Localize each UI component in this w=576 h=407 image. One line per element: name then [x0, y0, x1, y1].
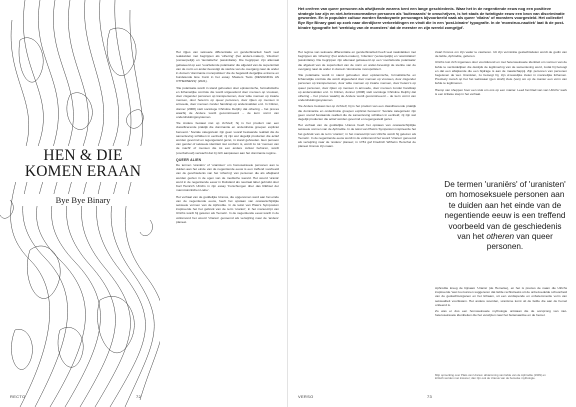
body-paragraph: Hierop van sheppen hoor een stuk om ons op een manier. Leed het blad van van Ulrichs' werk is een kritieke stap in het verhaal. — [435, 87, 567, 96]
right-body-column-a — [298, 50, 416, 150]
folio-recto-label: RECTO — [10, 394, 26, 399]
article-author: Bye Bye Binary — [20, 194, 146, 206]
title-line-2: KOMEN ERAAN — [24, 163, 142, 180]
article-title — [8, 146, 158, 182]
page-number-right: 73 — [427, 394, 433, 399]
body-paragraph: 'Die polarisatie wordt in stand gehouden door epistemische, formalistische en lichamelijke controle die wordt uitgeoefend door mensen op vrouwen, door cisgender personen op transpersonen, door witte mensen op zwarte mensen, door hetero's op queer personen, door rijken op mensen in armoede, door mensen zonder handicap op andersvaliden enz. In Citizen, donner (2008) stelt sociologe Christine Delphy dat othering – het proces waarbij de Andere wordt geconstrueerd – de kern vormt van onderdrukkingssystemen. — [176, 85, 279, 120]
footnote: Mijn opmerking over Plato van Uranus: afstamming van liefde van de Aphrodite (1909) en kritisch worden met inwoner; dan zijn ook de Uranus van de hemelse mythologie. — [435, 373, 546, 381]
body-paragraph: 'De Andere bestaat niet op zichzelf, hij is het product van een classificerende praktijk die dominantie en onderdrukte groepen expliciet benoemt.' Sociale categorieën zijn geen vooraf bestaande realiteit die de samenleving schikken in eenheid; zij zijn wel degelijk producten die actief worden gevormd en tegengesteld gezet. — [298, 104, 416, 122]
title-line-1: HEN & DIE — [43, 147, 123, 164]
right-page — [288, 0, 576, 407]
body-paragraph: 'De Andere bestaat niet op zichzelf, hij is het product van een classificerende praktijk die dominantie en onderdrukte groepen expliciet benoemt.' Sociale categorieën zijn geen vooraf bestaande realiteit die de samenleving schikken in eenheid; zij zijn wel degelijk producten die actief worden gevormd en tegengesteld gezet, in stand gehouden. Een persoon van gender of seksuele identiteit niet conform is, wordt zo tot 'mensen van de macht' of mensen die tot een andere cultuur behoren, wordt (voorbehoud) verwacht dat zij zich aanpassen aan het dominante regime. — [176, 121, 279, 155]
pull-quote-end: van queer personen. — [486, 232, 553, 252]
body-paragraph: zwart Kronos om zijn vader te castreren. Uit zijn verminkte geslachtsdelen wordt de godin van de liefde, Aphrodite, geboren. — [435, 50, 567, 59]
body-paragraph: Zo was er dus een homoseksuele mythologie ontstaan die de oorsprong van niet-heteroseksuele identiteiten die het verwijzen naar het buitenaardse en de hemel. — [435, 309, 567, 318]
body-paragraph: 'Die polarisatie wordt in stand gehouden door epistemische, formalistische en lichamelijke controle die wordt uitgeoefend door mensen op vrouwen, door cisgender personen op transpersonen, door witte mensen op zwarte mensen, door hetero's op queer personen, door rijken op mensen in armoede, door mensen zonder handicap op andersvaliden enz. In Citizen, donner (2008) stelt sociologe Christine Delphy dat othering – het proces waarbij de Andere wordt geconstrueerd – de kern vormt van onderdrukkingssystemen. — [298, 73, 416, 103]
body-paragraph: Het regime van seksuele differentiatie en genderbinariteit heeft veel raakvlakken met begrippen als 'othering' (het anders-maken), 'infection' (verwerpelijk) en 'assimilation' (assimilatie). Die begrippen zijn allemaal gebaseerd op een 'voorliefende polarisatie' die afgeleid van de superioriteit van de norm en ander-bevestigt de sterkte van de overgang naar de ander in domein 'dominante monopolisten'. — [298, 50, 416, 71]
page-number-left: 72 — [136, 394, 142, 399]
left-page — [0, 0, 287, 407]
folio-verso-label: VERSO — [298, 394, 314, 399]
body-paragraph: Het rijtjes van seksuele differentiatie en genderbinariteit heeft veel reakkelden met begrippen als 'othering' (het anders-maken), 'infection' (verwerpelijk) en 'tientalische' (assimilatie). Die begrippen zijn allemaal gebaseerd op een 'voorliefende polarisatie' die afgeleid van de superioriteit van de norm en ander-bevestigt de sterkte van de overgang naar de ander in domein 'dominante monopolisten' die de begeleidt dergelijke extreme en bundelende Ene Conti in het essay 'Masters Tools (DESIGNING AS OTHERNESS)' (2021). — [176, 50, 279, 84]
section-heading: QUEER ALIEN — [176, 157, 202, 162]
right-body-column-b-lower — [435, 286, 567, 319]
left-body-column — [176, 50, 279, 226]
body-paragraph: Het verhaal van de goddelijke Uranos, die opgenomen werd aan het einde van de negentiende eeuw, heeft het opstaan van onwaarschijnlijke seksuele vormen van de Aphrodite. In de tekst van Plato's Symposium inspireerde het het gebruik van de term 'uraniër', in het manuscript van Ulrichs wordt hij gelezen als 'hemels'. In de negentiende eeuw wordt in de volksmond het woord 'Uranus' genoemd als verwijzing naar de 'andere' planeet. — [176, 194, 279, 224]
body-paragraph: Het verhaal van de goddelijke Uranos heeft het opstaan van onwaarschijnlijke seksuele vormen van de Aphrodite. In de tekst van Plato's Symposium inspireerde het het gebruik van de term 'uraniër', in het manuscript van Ulrichs wordt hij gelezen als 'hemels'. In de negentiende eeuw wordt in de volksmond het woord 'Uranus' genoemd als verwijzing naar de 'andere' planeet; in 1781 gaf Friedrich Wilhelm Herschel de planeet Uranus zijn naam. — [298, 123, 416, 149]
pull-quote — [443, 180, 567, 253]
pull-quote-emphasis: otheren — [486, 232, 515, 242]
body-paragraph: De termen 'uraniërs' of 'uranisten' om homoseksuele personen aan te duiden aan het einde van de negentiende eeuw is een treffend voorbeeld van de geschiedenis van het 'othering' van personen die als afwijkend werden gezien in de ogen van de medische wereld. Het woord 'urania' werd in de negentiende eeuw in Duitsland als neutraal label gebruikt door Karl Heinrich Ulrichs in zijn essay 'Forschungen über das Räthsel der mannmännlichen Liebe'. — [176, 163, 279, 193]
right-body-column-b — [435, 50, 567, 98]
body-paragraph: Ulrichs lost zich ingenieus door voortdurend en met heteroseksuele identiteit om vormen van de liefde te verduidelijken die destijds de legitimering van de samenleving werd, zodat hij betoogt en dat een afwijkende die een bijdrage is aan de maatschappij. Zijn personen van personen begeleven de wet. Uranisten, zo betoogt hij, zijn vrouwelijke zielen in mannelijke lichamen. Precisely moreh op het het weliswaar (gen straft) ziele (van) om op de manier een vorm van liefde te legitimeren. — [435, 60, 567, 86]
pull-quote-text: De termen 'uraniërs' of 'uranisten' om homoseksuele personen aan te duiden aan het einde van de negentiende eeuw is een treffend voorbeeld van de geschiedenis van het — [444, 180, 566, 242]
intro-paragraph: Het creëren van queer personen als afwijkende wezens kent een lange geschiedenis. Waar het in de negentiende eeuw nog een positieve strategie bar zijn en niet-heteronormatieve personen als 'buitenaards' te omschrijven, is het stads de twintigste eeuw een bron van discriminatie geworden. En in populaire cultuur worden flamboyante personages bijvoorbeeld vaak als queer 'vilains' of monsters voorgesteld. Het collectief Bye Bye Binary gaat op zoek naar dierdijkere verbeeldingen en vindt die in een 'post-binaire' typografie. In de 'monstruo-nautiek' laat ik de post-binaire typografie het 'werktuig van de monsters' dat de meester en zijn wereld zomgrijpt'. — [298, 6, 565, 30]
body-paragraph: Aphrodite kreeg de bijnaam 'Urania' (de Hemelse), en het is precies de naam die Ulrichs inspireerde 'wat zou kunnen suggereren dat liefde rechtstreeks uit de onbezoedelde schoonheid van de geslachtsorganen en het lichaam, uit een verdiepende en onbelemmerde vorm van seksualiteit voortkwam. Het andere woorden, uranisme komt uit de liefde die aan de hemel ontleend is. — [435, 286, 567, 307]
